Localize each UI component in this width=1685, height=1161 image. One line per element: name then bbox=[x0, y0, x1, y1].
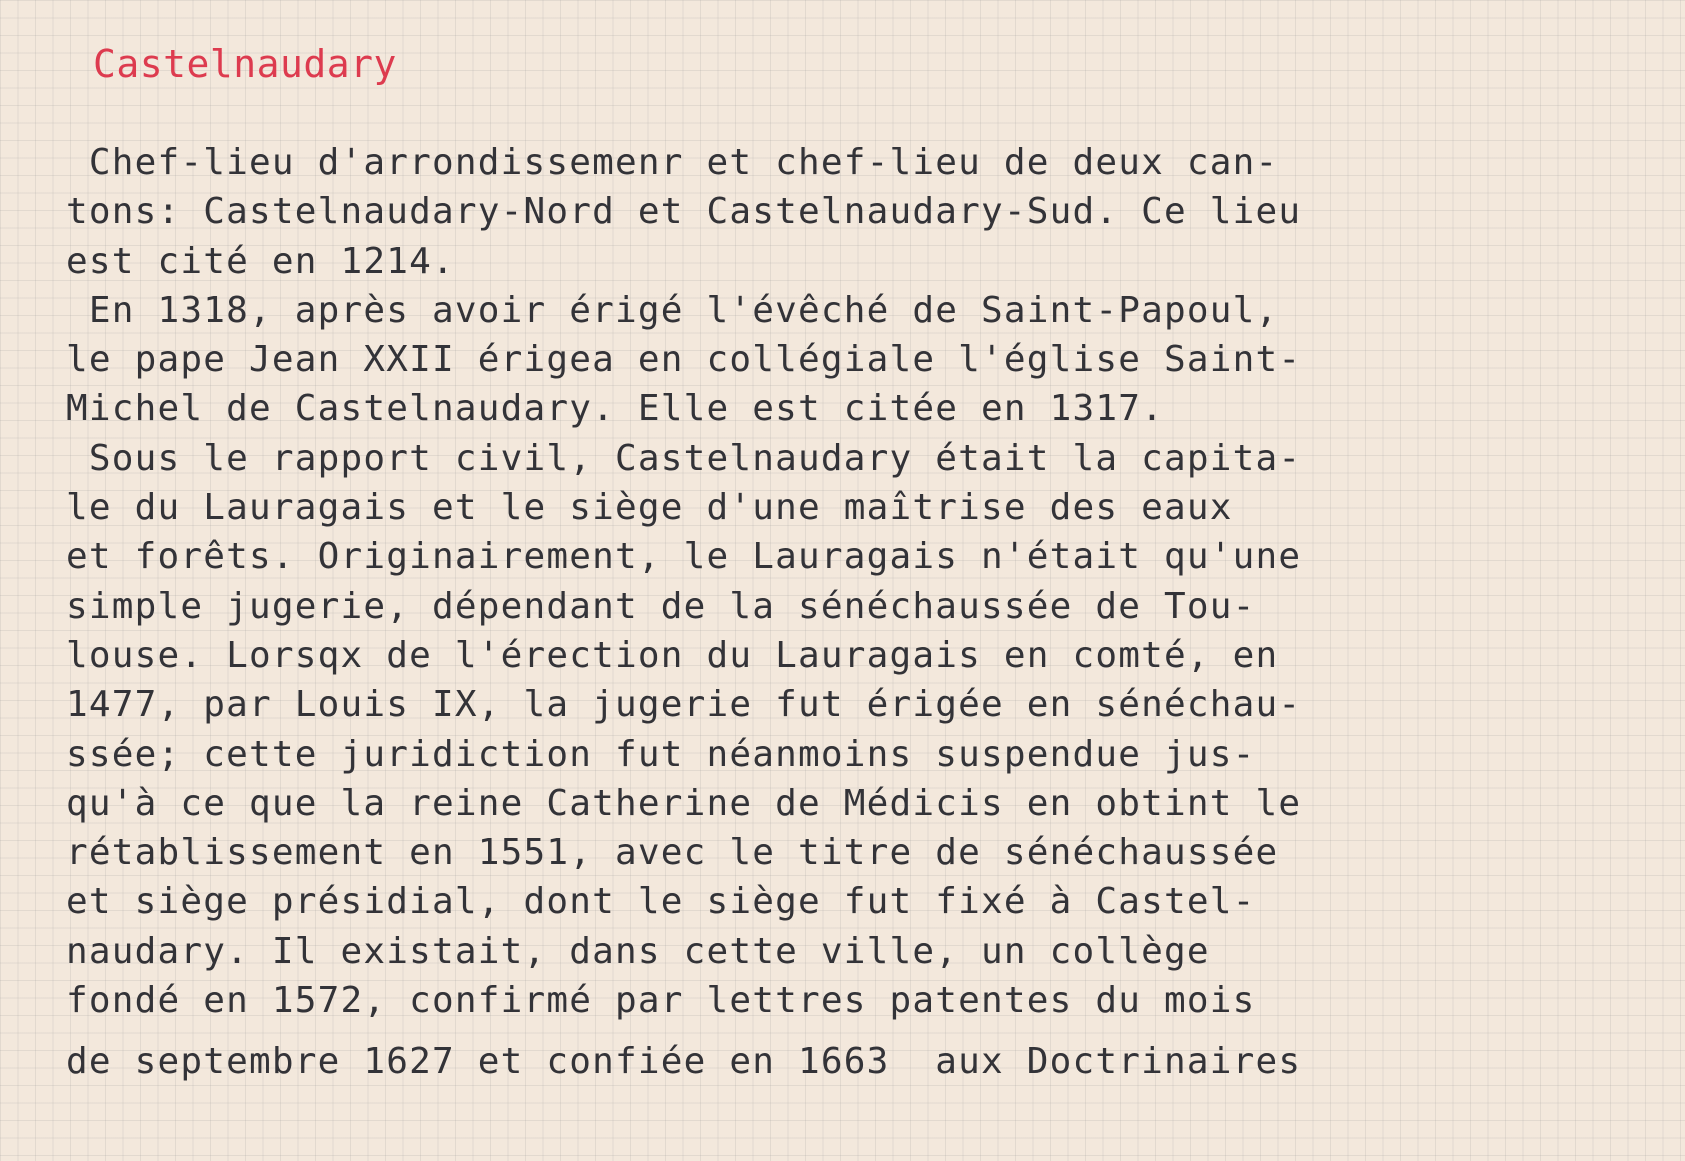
text-line: rétablissement en 1551, avec le titre de sénéchaussée bbox=[66, 832, 1279, 874]
text-line: Chef-lieu d'arrondissemenr et chef-lieu de deux can- bbox=[66, 142, 1279, 183]
text-line: et forêts. Originairement, le Lauragais n'était qu'une bbox=[66, 536, 1302, 578]
text-line: le du Lauragais et le siège d'une maîtrise des eaux bbox=[66, 487, 1233, 529]
text-line: simple jugerie, dépendant de la sénéchaussée de Tou- bbox=[66, 585, 1256, 627]
card-title: Castelnaudary bbox=[93, 42, 397, 86]
text-line: qu'à ce que la reine Catherine de Médicis en obtint le bbox=[66, 782, 1302, 824]
text-line: Michel de Castelnaudary. Elle est citée en 1317. bbox=[66, 388, 1164, 430]
card-body bbox=[66, 138, 1301, 1087]
text-line: tons: Castelnaudary-Nord et Castelnaudary-Sud. Ce lieu bbox=[66, 191, 1302, 233]
text-line: ssée; cette juridiction fut néanmoins suspendue jus- bbox=[66, 733, 1256, 775]
text-line: le pape Jean XXII érigea en collégiale l'église Saint- bbox=[66, 339, 1302, 381]
text-line: est cité en 1214. bbox=[66, 240, 455, 282]
text-line: 1477, par Louis IX, la jugerie fut érigée en sénéchau- bbox=[66, 684, 1302, 726]
text-line: En 1318, après avoir érigé l'évêché de Saint-Papoul, bbox=[66, 289, 1279, 331]
text-line: de septembre 1627 et confiée en 1663 aux Doctrinaires bbox=[66, 1041, 1302, 1083]
text-line: et siège présidial, dont le siège fut fixé à Castel- bbox=[66, 881, 1256, 923]
text-line: fondé en 1572, confirmé par lettres patentes du mois bbox=[66, 980, 1256, 1022]
text-line: louse. Lorsqx de l'érection du Lauragais en comté, en bbox=[66, 634, 1279, 676]
text-line: Sous le rapport civil, Castelnaudary était la capita- bbox=[66, 437, 1302, 479]
text-line: naudary. Il existait, dans cette ville, un collège bbox=[66, 930, 1210, 972]
